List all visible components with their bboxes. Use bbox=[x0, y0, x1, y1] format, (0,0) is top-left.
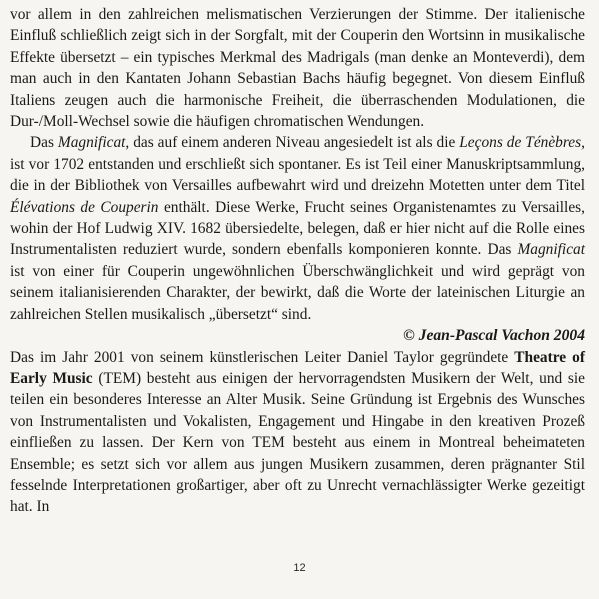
magnificat-text-3: , ist vor 1702 entstanden und erschließt sich spontaner. Es ist Teil einer Manuskriptsammlung, die in der Bibliothek von Versailles aufbewahrt wird und dreizehn Motetten unter dem Titel bbox=[10, 134, 585, 195]
tem-text-2: (TEM) besteht aus einigen der hervorragendsten Musikern der Welt, und sie teilen ein besonderes Interesse an Alter Musik. Seine Gründung ist Ergebnis des Wunsches von Instrumentalisten und Vokalisten, Engagement und Hingabe in den kreativen Prozeß einfließen zu lassen. Der Kern von TEM besteht aus einem in Montreal beheimateten Ensemble; es setzt sich vor allem aus jungen Musikern zusammen, deren prägnanter Stil fesselnde Interpretationen großartiger, aber oft zu Unrecht vernachlässigter Werke gezeitigt hat. In bbox=[10, 369, 586, 516]
magnificat-title-1: Magnificat bbox=[57, 134, 126, 152]
magnificat-title-2: Magnificat bbox=[517, 241, 585, 259]
tem-name: Theatre of Early Music bbox=[10, 348, 585, 387]
paragraph-tem bbox=[10, 347, 585, 518]
paragraph-melismatic: vor allem in den zahlreichen melismatischen Verzierungen der Stimme. Der italienische Einfluß schließlich zeigt sich in der Sorgfalt, mit der Couperin den Wortsinn in musikalische Effekte übersetzt – ein typisches Merkmal des Madrigals (man denke an Monteverdi), dem man auch in den Kantaten Johann Sebastian Bachs häufig begegnet. Von diesem Einfluß Italiens zeugen auch die harmonische Freiheit, die überraschenden Modulationen, die Dur-/Moll-Wechsel sowie die häufigen chromatischen Wendungen. bbox=[10, 6, 585, 131]
magnificat-text-5: ist von einer für Couperin ungewöhnlichen Überschwänglichkeit und wird geprägt von seinem italianisierenden Charakter, der bewirkt, daß die Worte der lateinischen Liturgie an zahlreichen Stellen musikalisch „übersetzt“ sind. bbox=[10, 262, 585, 323]
lecons-title: Leçons de Ténèbres bbox=[459, 134, 582, 152]
magnificat-text-2: , das auf einem anderen Niveau angesiedelt ist als die bbox=[125, 134, 460, 152]
tem-text-1: Das im Jahr 2001 von seinem künstlerischen Leiter Daniel Taylor gegründete bbox=[10, 348, 515, 366]
magnificat-text-1: Das bbox=[30, 134, 58, 152]
page-number: 12 bbox=[293, 562, 306, 574]
author-signature: © Jean-Pascal Vachon 2004 bbox=[403, 327, 585, 345]
paragraph-magnificat bbox=[10, 132, 585, 325]
elevations-title: Élévations de Couperin bbox=[10, 198, 159, 216]
document-page bbox=[10, 4, 585, 518]
magnificat-text-4: enthält. Diese Werke, Frucht seines Organistenamtes zu Versailles, wohin der Hof Ludwig XIV. 1682 übersiedelte, belegen, daß er hier nicht auf die Rolle eines Instrumentalisten reduziert wurde, sondern ebenfalls komponieren konnte. Das bbox=[10, 198, 585, 259]
